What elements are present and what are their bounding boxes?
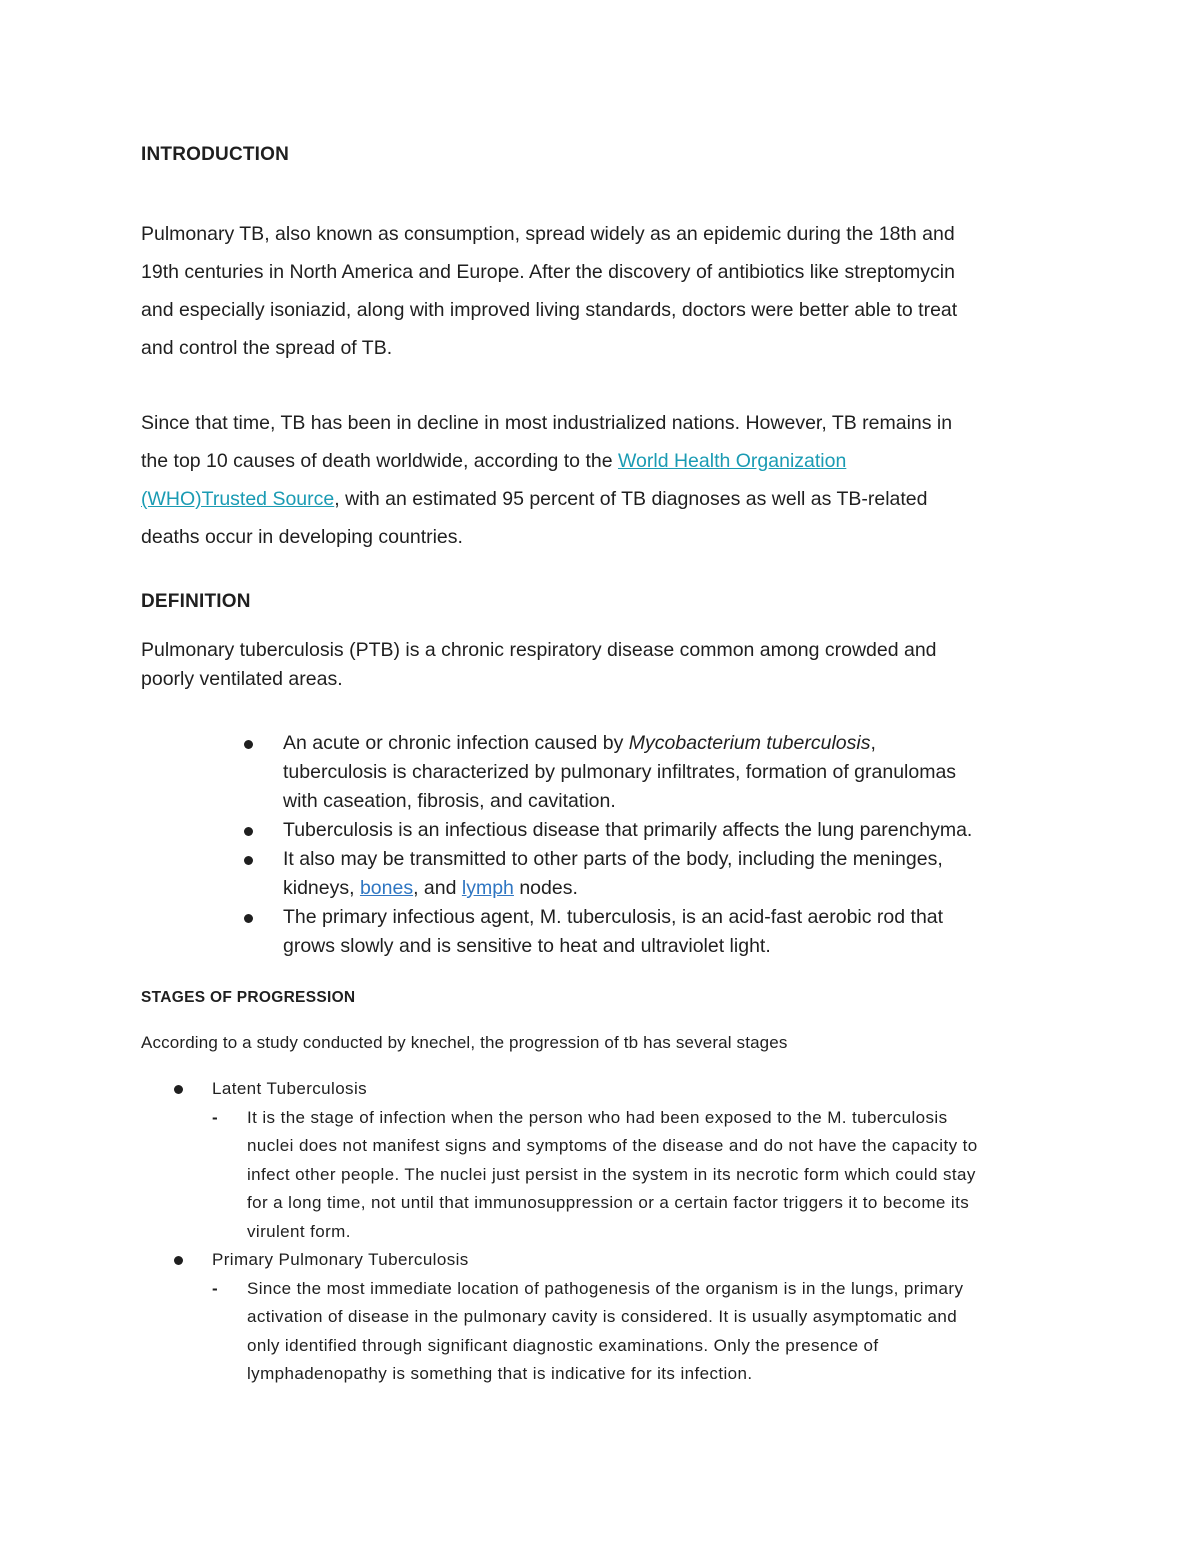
intro-p2-text: , with an estimated 95 percent of TB diagnoses as well as TB-related bbox=[334, 488, 928, 510]
stage-line: activation of disease in the pulmonary cavity is considered. It is usually asymptomatic and bbox=[247, 1307, 958, 1326]
bullet-text: with caseation, fibrosis, and cavitation. bbox=[283, 790, 616, 812]
intro-p2-line bbox=[141, 442, 952, 480]
stage-line: It is the stage of infection when the person who had been exposed to the M. tuberculosis bbox=[247, 1107, 948, 1127]
stage-title: Latent Tuberculosis bbox=[212, 1079, 368, 1098]
intro-paragraph-1 bbox=[141, 215, 957, 367]
definition-heading: DEFINITION bbox=[141, 591, 251, 612]
intro-paragraph-2 bbox=[141, 404, 952, 556]
definition-line: poorly ventilated areas. bbox=[141, 668, 343, 690]
stage-line: infect other people. The nuclei just persist in the system in its necrotic form which could stay bbox=[247, 1164, 976, 1184]
intro-p1-line: and especially isoniazid, along with improved living standards, doctors were better able to treat bbox=[141, 299, 958, 321]
bullet-icon bbox=[244, 740, 253, 749]
stage-line: Since the most immediate location of pathogenesis of the organism is in the lungs, primary bbox=[247, 1278, 964, 1298]
list-item bbox=[240, 903, 972, 961]
stage-line: only identified through significant diagnostic examinations. Only the presence of bbox=[247, 1335, 879, 1355]
bullet-icon bbox=[174, 1256, 183, 1265]
bones-link[interactable]: bones bbox=[359, 877, 414, 899]
bullet-text: , bbox=[870, 732, 876, 754]
stages-heading: STAGES OF PROGRESSION bbox=[141, 989, 356, 1006]
bullet-icon bbox=[244, 827, 253, 836]
introduction-heading: INTRODUCTION bbox=[141, 144, 290, 165]
stages-intro: According to a study conducted by knechel, the progression of tb has several stages bbox=[141, 1033, 788, 1052]
stage-line: lymphadenopathy is something that is indicative for its infection. bbox=[247, 1364, 753, 1383]
stage-line: for a long time, not until that immunosuppression or a certain factor triggers it to become its bbox=[247, 1193, 970, 1212]
dash-icon: - bbox=[212, 1107, 219, 1127]
bullet-text: grows slowly and is sensitive to heat and ultraviolet light. bbox=[283, 935, 771, 957]
organism-name: Mycobacterium tuberculosis bbox=[628, 732, 871, 754]
intro-p2-line: deaths occur in developing countries. bbox=[141, 526, 463, 548]
stages-list bbox=[170, 1075, 978, 1389]
bullet-icon bbox=[244, 914, 253, 923]
intro-p1-line: Pulmonary TB, also known as consumption, spread widely as an epidemic during the 18th and bbox=[141, 223, 955, 245]
bullet-text: nodes. bbox=[513, 877, 578, 899]
stage-line: virulent form. bbox=[247, 1221, 351, 1241]
list-item bbox=[240, 816, 972, 845]
who-link-part-2[interactable]: (WHO)Trusted Source bbox=[141, 488, 335, 510]
bullet-icon bbox=[244, 856, 253, 865]
intro-p2-line bbox=[141, 480, 952, 518]
bullet-text: The primary infectious agent, M. tuberculosis, is an acid-fast aerobic rod that bbox=[283, 906, 944, 928]
intro-p2-line: Since that time, TB has been in decline in most industrialized nations. However, TB remains in bbox=[141, 412, 953, 434]
definition-bullet-list bbox=[240, 729, 972, 961]
bullet-text: It also may be transmitted to other parts of the body, including the meninges, bbox=[283, 848, 943, 870]
who-link-part-1[interactable]: World Health Organization bbox=[617, 450, 847, 472]
definition-line: Pulmonary tuberculosis (PTB) is a chronic respiratory disease common among crowded and bbox=[141, 639, 937, 661]
stage-description bbox=[170, 1104, 978, 1247]
dash-icon: - bbox=[212, 1278, 219, 1298]
bullet-text: kidneys, bbox=[283, 877, 360, 899]
stage-item bbox=[170, 1075, 978, 1104]
intro-p1-line: and control the spread of TB. bbox=[141, 337, 393, 359]
stage-item bbox=[170, 1246, 978, 1275]
stage-line: nuclei does not manifest signs and symptoms of the disease and do not have the capacity to bbox=[247, 1136, 978, 1155]
list-item bbox=[240, 729, 972, 816]
stage-description bbox=[170, 1275, 978, 1389]
definition-paragraph bbox=[141, 636, 937, 694]
bullet-text: , and bbox=[413, 877, 462, 899]
stage-title: Primary Pulmonary Tuberculosis bbox=[212, 1250, 469, 1269]
bullet-text: tuberculosis is characterized by pulmonary infiltrates, formation of granulomas bbox=[283, 761, 957, 783]
intro-p2-text: the top 10 causes of death worldwide, according to the bbox=[141, 450, 618, 472]
lymph-link[interactable]: lymph bbox=[461, 877, 514, 899]
bullet-icon bbox=[174, 1085, 183, 1094]
intro-p1-line: 19th centuries in North America and Europe. After the discovery of antibiotics like streptomycin bbox=[141, 261, 955, 283]
bullet-text: Tuberculosis is an infectious disease that primarily affects the lung parenchyma. bbox=[283, 819, 973, 841]
bullet-text: An acute or chronic infection caused by bbox=[283, 732, 629, 754]
list-item bbox=[240, 845, 972, 903]
